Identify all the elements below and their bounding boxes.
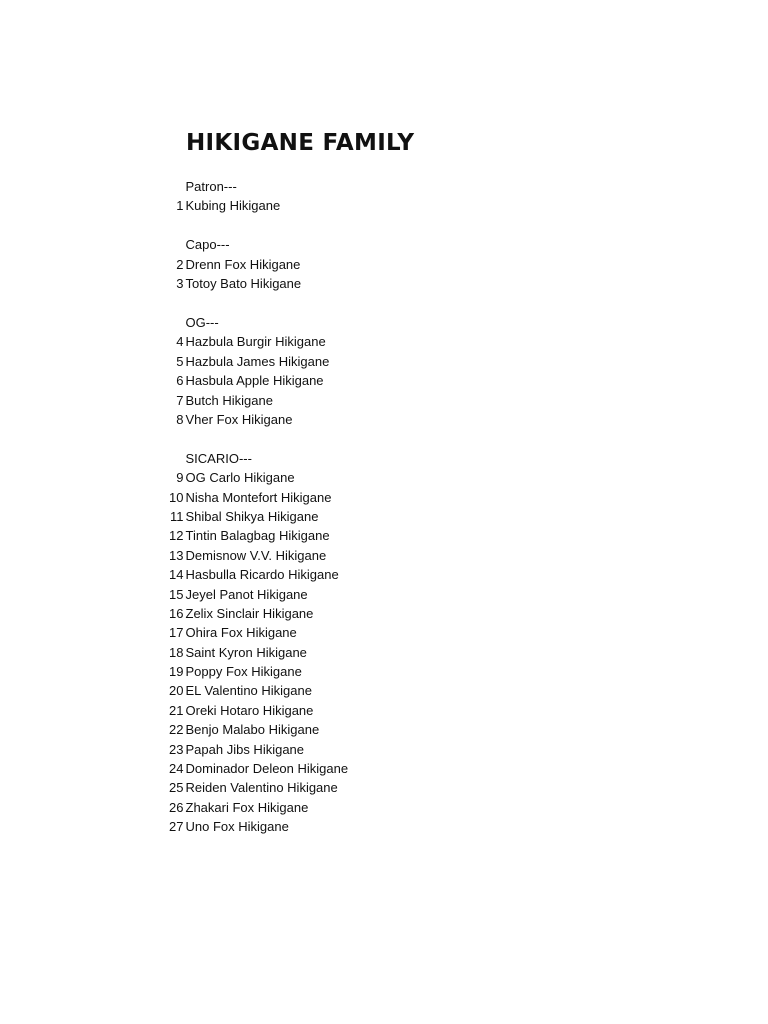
member-name: Tintin Balagbag Hikigane (185, 528, 330, 544)
member-number: 16 (169, 605, 184, 621)
member-number: 5 (176, 353, 184, 369)
member-row (160, 759, 480, 778)
member-number: 2 (176, 256, 184, 272)
member-name: Saint Kyron Hikigane (185, 644, 307, 660)
member-name: Reiden Valentino Hikigane (185, 780, 338, 796)
member-name: Jeyel Panot Hikigane (185, 586, 308, 602)
section-header: OG--- (185, 314, 219, 330)
member-number: 19 (169, 664, 184, 680)
member-number: 24 (169, 761, 184, 777)
member-name: Shibal Shikya Hikigane (185, 508, 319, 524)
page-title: HIKIGANE FAMILY (186, 130, 415, 156)
member-row (160, 798, 480, 817)
member-section (160, 177, 480, 216)
member-list (160, 177, 480, 856)
member-row (160, 565, 480, 584)
member-name: Hazbula Burgir Hikigane (185, 334, 326, 350)
member-number: 27 (169, 819, 184, 835)
member-number: 25 (169, 780, 184, 796)
member-name: Hasbula Apple Hikigane (185, 373, 324, 389)
member-section (160, 235, 480, 293)
member-number: 6 (176, 373, 184, 389)
member-row (160, 332, 480, 351)
member-name: Benjo Malabo Hikigane (185, 722, 320, 738)
member-name: Totoy Bato Hikigane (185, 276, 302, 292)
member-name: Zelix Sinclair Hikigane (185, 605, 314, 621)
member-number: 15 (169, 586, 184, 602)
member-row (160, 740, 480, 759)
member-row (160, 391, 480, 410)
member-row (160, 526, 480, 545)
member-row (160, 720, 480, 739)
member-name: Papah Jibs Hikigane (185, 741, 305, 757)
member-number: 21 (169, 702, 184, 718)
member-number: 22 (169, 722, 184, 738)
member-number: 4 (176, 334, 184, 350)
member-row (160, 488, 480, 507)
member-row (160, 681, 480, 700)
member-number: 11 (170, 508, 184, 524)
member-number: 1 (176, 198, 184, 214)
member-row (160, 410, 480, 429)
member-row (160, 274, 480, 293)
member-name: OG Carlo Hikigane (185, 470, 295, 486)
member-number: 20 (169, 683, 184, 699)
member-number: 26 (169, 799, 184, 815)
member-row (160, 196, 480, 215)
member-number: 14 (169, 567, 184, 583)
member-number: 17 (169, 625, 184, 641)
member-row (160, 643, 480, 662)
member-number: 23 (169, 741, 184, 757)
member-row (160, 817, 480, 836)
member-number: 9 (176, 470, 184, 486)
member-row (160, 371, 480, 390)
member-name: Vher Fox Hikigane (185, 411, 293, 427)
member-row (160, 352, 480, 371)
member-name: Poppy Fox Hikigane (185, 664, 302, 680)
member-name: Zhakari Fox Hikigane (185, 799, 309, 815)
member-section (160, 313, 480, 429)
member-row (160, 604, 480, 623)
member-row (160, 546, 480, 565)
member-name: Hazbula James Hikigane (185, 353, 330, 369)
member-number: 8 (176, 411, 184, 427)
member-section (160, 449, 480, 837)
member-number: 13 (169, 547, 184, 563)
section-header: SICARIO--- (185, 450, 252, 466)
member-row (160, 468, 480, 487)
member-row (160, 585, 480, 604)
member-name: Drenn Fox Hikigane (185, 256, 301, 272)
member-row (160, 778, 480, 797)
member-number: 10 (169, 489, 184, 505)
member-name: Oreki Hotaro Hikigane (185, 702, 314, 718)
member-name: EL Valentino Hikigane (185, 683, 312, 699)
member-name: Uno Fox Hikigane (185, 819, 289, 835)
member-name: Kubing Hikigane (185, 198, 281, 214)
member-name: Hasbulla Ricardo Hikigane (185, 567, 339, 583)
member-name: Dominador Deleon Hikigane (185, 761, 349, 777)
member-name: Butch Hikigane (185, 392, 273, 408)
member-row (160, 701, 480, 720)
member-number: 18 (169, 644, 184, 660)
member-name: Demisnow V.V. Hikigane (185, 547, 327, 563)
member-number: 7 (176, 392, 184, 408)
member-number: 3 (176, 276, 184, 292)
member-number: 12 (169, 528, 184, 544)
section-header: Capo--- (185, 237, 230, 253)
member-row (160, 507, 480, 526)
member-name: Nisha Montefort Hikigane (185, 489, 332, 505)
member-name: Ohira Fox Hikigane (185, 625, 297, 641)
member-row (160, 623, 480, 642)
member-row (160, 255, 480, 274)
member-row (160, 662, 480, 681)
section-header: Patron--- (185, 179, 237, 194)
